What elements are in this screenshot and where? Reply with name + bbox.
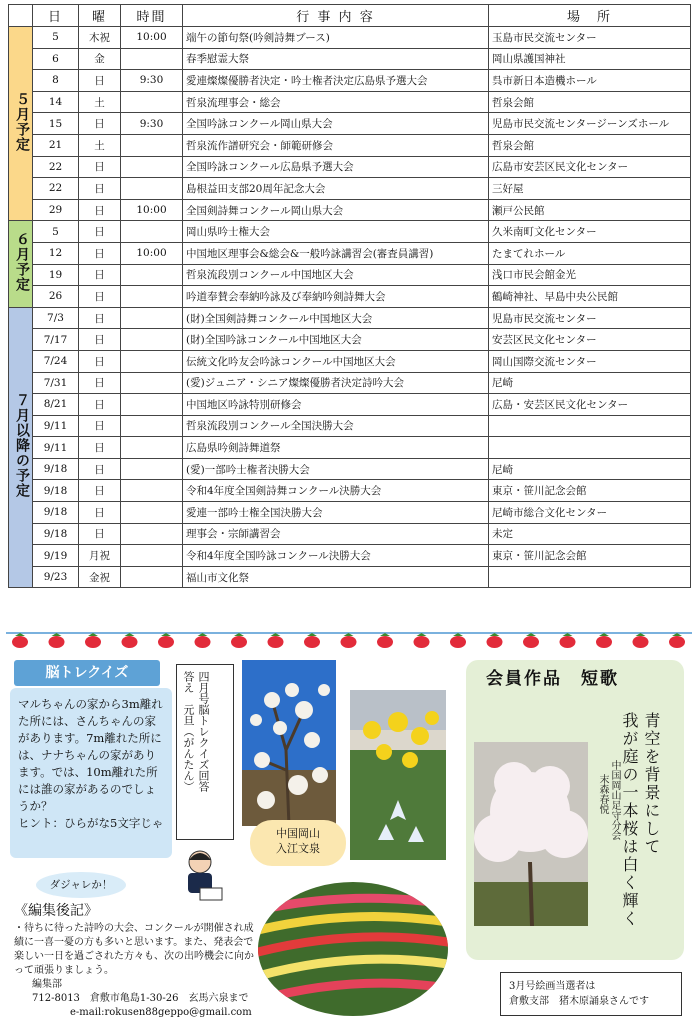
table-row (9, 199, 691, 221)
cell-place: 哲泉会館 (489, 91, 691, 113)
cell-event: 哲泉流理事会・総会 (183, 91, 489, 113)
cell-time (121, 134, 183, 156)
cell-event: (愛)一部吟士権者決勝大会 (183, 458, 489, 480)
cell-day: 9/19 (33, 545, 79, 567)
daffodil-photo (350, 690, 446, 860)
cell-place: 岡山国際交流センター (489, 350, 691, 372)
table-row (9, 113, 691, 135)
cherry-tree-photo (474, 742, 588, 926)
strawberry-icon (596, 633, 612, 648)
cell-weekday: 日 (79, 502, 121, 524)
table-row (9, 221, 691, 243)
cell-time (121, 480, 183, 502)
table-row (9, 178, 691, 200)
cell-event: 愛連一部吟士権全国決勝大会 (183, 502, 489, 524)
quiz-question: マルちゃんの家から3m離れた所には、さんちゃんの家があります。7m離れた所には、ナナちゃんの家があります。では、10m離れた所には誰の家があるのでしょうか？ (18, 697, 163, 813)
cell-event: 吟道奉賛会奉納吟詠及び奉納吟剣詩舞大会 (183, 286, 489, 308)
cell-place: 尼崎市総合文化センター (489, 502, 691, 524)
header-place: 場 所 (489, 5, 691, 27)
cell-time (121, 329, 183, 351)
cell-day: 9/18 (33, 458, 79, 480)
quiz-hint: ヒント：ひらがな5文字じゃ (18, 816, 164, 830)
strawberry-icon (85, 633, 101, 648)
answer-text: 答え 元旦（がんたん） (182, 671, 195, 792)
cell-day: 7/17 (33, 329, 79, 351)
strawberry-icon (12, 633, 28, 648)
cell-day: 7/3 (33, 307, 79, 329)
strawberry-icon (414, 633, 430, 648)
cell-day: 8 (33, 70, 79, 92)
cell-weekday: 金祝 (79, 566, 121, 588)
cell-weekday: 日 (79, 178, 121, 200)
section-label-text: ６月予定 (14, 232, 30, 293)
cell-event: 理事会・宗師講習会 (183, 523, 489, 545)
cell-time (121, 415, 183, 437)
cell-place: 安芸区民文化センター (489, 329, 691, 351)
cell-place: 浅口市民会館金光 (489, 264, 691, 286)
cell-time (121, 264, 183, 286)
strawberry-icon (523, 633, 539, 648)
cell-time (121, 91, 183, 113)
cell-day: 9/18 (33, 480, 79, 502)
cell-day: 22 (33, 178, 79, 200)
cell-day: 5 (33, 221, 79, 243)
cell-event: 広島県吟剣詩舞道祭 (183, 437, 489, 459)
cell-weekday: 日 (79, 437, 121, 459)
cell-day: 19 (33, 264, 79, 286)
cell-time (121, 458, 183, 480)
cell-event: 中国地区吟詠特別研修会 (183, 394, 489, 416)
cell-event: 令和4年度全国吟詠コンクール決勝大会 (183, 545, 489, 567)
cell-time: 10:00 (121, 27, 183, 49)
cell-day: 9/18 (33, 523, 79, 545)
cell-day: 14 (33, 91, 79, 113)
table-row (9, 350, 691, 372)
tanka-author-name: 末森春悦 (597, 774, 608, 814)
tanka-author-branch: 中国岡山足守分会 (609, 760, 620, 840)
cell-event: 全国吟詠コンクール岡山県大会 (183, 113, 489, 135)
cell-weekday: 金 (79, 48, 121, 70)
cell-event: 全国剣詩舞コンクール岡山県大会 (183, 199, 489, 221)
strawberry-icon (268, 633, 284, 648)
table-row (9, 156, 691, 178)
cell-day: 29 (33, 199, 79, 221)
cell-weekday: 木祝 (79, 27, 121, 49)
cell-place: 三好屋 (489, 178, 691, 200)
cell-place: 久米南町文化センター (489, 221, 691, 243)
writing-person-illustration (170, 846, 230, 906)
cell-time (121, 350, 183, 372)
cell-weekday: 日 (79, 70, 121, 92)
cell-time: 10:00 (121, 199, 183, 221)
cell-event: (財)全国吟詠コンクール中国地区大会 (183, 329, 489, 351)
cell-place: 児島市民交流センタージーンズホール (489, 113, 691, 135)
cell-place: 尼崎 (489, 372, 691, 394)
cell-event: 春季慰霊大祭 (183, 48, 489, 70)
quiz-question-box (10, 688, 172, 858)
table-row (9, 566, 691, 588)
cell-weekday: 日 (79, 113, 121, 135)
table-row (9, 264, 691, 286)
tanka-line-2: 我が庭の一本桜は白く輝く (620, 712, 639, 928)
cell-event: 福山市文化祭 (183, 566, 489, 588)
afterword-body: ・待ちに待った詩吟の大会、コンクールが開催され成績に一喜一憂の方も多いと思います。また、発表会で楽しい一日を過ごされた方々も、次の出吟機会に向かって頑張りましょう。 (14, 923, 254, 976)
cell-day: 22 (33, 156, 79, 178)
cell-time (121, 221, 183, 243)
header-day: 日 (33, 5, 79, 27)
schedule-table (8, 4, 691, 588)
cell-event: 令和4年度全国剣詩舞コンクール決勝大会 (183, 480, 489, 502)
afterword-email: e-mail:rokusen88geppo@gmail.com (70, 1007, 252, 1018)
tanka-author (596, 760, 620, 940)
section-header-cell (9, 5, 33, 27)
prize-winner-box (500, 972, 682, 1016)
cell-weekday: 日 (79, 221, 121, 243)
strawberry-icon (49, 633, 65, 648)
editor-afterword (14, 904, 254, 1020)
cell-event: 哲泉流段別コンクール中国地区大会 (183, 264, 489, 286)
cell-weekday: 土 (79, 91, 121, 113)
cell-place: 広島・安芸区民文化センター (489, 394, 691, 416)
afterword-dept: 編集部 (32, 979, 62, 990)
strawberry-icon (487, 633, 503, 648)
table-row (9, 242, 691, 264)
strawberry-icon (669, 633, 685, 648)
afterword-address: 712-8013 倉敷市亀島1-30-26 玄馬六泉まで (32, 993, 249, 1004)
table-row (9, 415, 691, 437)
cell-event: (愛)ジュニア・シニア燦燦優勝者決定詩吟大会 (183, 372, 489, 394)
strawberry-icon (231, 633, 247, 648)
cell-day: 7/31 (33, 372, 79, 394)
cell-weekday: 日 (79, 264, 121, 286)
cell-time (121, 566, 183, 588)
table-row (9, 91, 691, 113)
table-row (9, 458, 691, 480)
cell-weekday: 日 (79, 480, 121, 502)
header-event: 行 事 内 容 (183, 5, 489, 27)
cell-place (489, 415, 691, 437)
cell-event: 哲泉流段別コンクール全国決勝大会 (183, 415, 489, 437)
cell-place (489, 566, 691, 588)
section-label (9, 307, 33, 588)
cell-time (121, 48, 183, 70)
cell-place: 岡山県護国神社 (489, 48, 691, 70)
cell-time (121, 437, 183, 459)
caption-name: 入江文泉 (276, 842, 320, 855)
tanka-poem (618, 712, 662, 942)
cell-day: 9/11 (33, 415, 79, 437)
cell-event: 全国吟詠コンクール広島県予選大会 (183, 156, 489, 178)
quiz-title: 脳トレクイズ (14, 660, 160, 686)
header-weekday: 曜 (79, 5, 121, 27)
strawberry-icon (377, 633, 393, 648)
cell-place: 広島市安芸区民文化センター (489, 156, 691, 178)
dajare-bubble: ダジャレか！ (36, 872, 126, 898)
tanka-line-1: 青空を背景にして (642, 712, 661, 856)
table-row (9, 48, 691, 70)
table-row (9, 329, 691, 351)
cell-weekday: 日 (79, 199, 121, 221)
strawberry-icon (560, 633, 576, 648)
cell-day: 6 (33, 48, 79, 70)
section-label-text: ７月以降の予定 (14, 393, 30, 499)
cell-place (489, 437, 691, 459)
cell-weekday: 日 (79, 156, 121, 178)
cell-time (121, 156, 183, 178)
cell-event: 端午の節句祭(吟剣詩舞ブース) (183, 27, 489, 49)
strawberry-icon (341, 633, 357, 648)
section-label (9, 221, 33, 307)
table-row (9, 307, 691, 329)
cell-day: 9/11 (33, 437, 79, 459)
table-header-row (9, 5, 691, 27)
caption-place: 中国岡山 (276, 827, 320, 840)
cell-day: 5 (33, 27, 79, 49)
strawberry-icon (450, 633, 466, 648)
cell-place: 児島市民交流センター (489, 307, 691, 329)
cell-time (121, 372, 183, 394)
afterword-title: 《編集後記》 (14, 903, 98, 919)
cell-weekday: 日 (79, 350, 121, 372)
cell-place: 東京・笹川記念会館 (489, 545, 691, 567)
cell-time (121, 394, 183, 416)
cell-weekday: 日 (79, 458, 121, 480)
table-row (9, 545, 691, 567)
cell-weekday: 日 (79, 394, 121, 416)
cell-place: 東京・笹川記念会館 (489, 480, 691, 502)
table-row (9, 27, 691, 49)
cell-weekday: 日 (79, 372, 121, 394)
cell-event: 伝統文化吟友会吟詠コンクール中国地区大会 (183, 350, 489, 372)
cell-event: 島根益田支部20周年記念大会 (183, 178, 489, 200)
magnolia-photo (242, 660, 336, 826)
table-row (9, 480, 691, 502)
cell-place: 鶴崎神社、早島中央公民館 (489, 286, 691, 308)
cell-time: 9:30 (121, 113, 183, 135)
cell-time (121, 178, 183, 200)
table-row (9, 523, 691, 545)
cell-time (121, 545, 183, 567)
tulip-photo (258, 882, 448, 1016)
section-label-text: ５月予定 (14, 91, 30, 152)
cell-time: 9:30 (121, 70, 183, 92)
table-row (9, 437, 691, 459)
cell-weekday: 月祝 (79, 545, 121, 567)
cell-place: 哲泉会館 (489, 134, 691, 156)
cell-place: 瀬戸公民館 (489, 199, 691, 221)
cell-event: 中国地区理事会&総会&一般吟詠講習会(審査員講習) (183, 242, 489, 264)
cell-event: (財)全国剣詩舞コンクール中国地区大会 (183, 307, 489, 329)
answer-heading: 四月号脳トレクイズ回答 (197, 671, 210, 792)
table-row (9, 70, 691, 92)
table-row (9, 372, 691, 394)
strawberry-icon (633, 633, 649, 648)
cell-event: 哲泉流作譜研究会・師範研修会 (183, 134, 489, 156)
table-row (9, 394, 691, 416)
header-time: 時間 (121, 5, 183, 27)
cell-weekday: 日 (79, 307, 121, 329)
strawberry-icon (304, 633, 320, 648)
photo-caption (250, 820, 346, 866)
cell-time (121, 502, 183, 524)
cell-weekday: 日 (79, 329, 121, 351)
cell-place: たまてれホール (489, 242, 691, 264)
quiz-answer-box (176, 664, 234, 840)
cell-place: 呉市新日本造機ホール (489, 70, 691, 92)
cell-day: 26 (33, 286, 79, 308)
cell-day: 7/24 (33, 350, 79, 372)
cell-event: 愛連燦燦優勝者決定・吟士権者決定広島県予選大会 (183, 70, 489, 92)
strawberry-icon (158, 633, 174, 648)
cell-weekday: 日 (79, 286, 121, 308)
cell-weekday: 日 (79, 415, 121, 437)
cell-weekday: 土 (79, 134, 121, 156)
winner-line-1: 3月号絵画当選者は (509, 981, 596, 992)
winner-line-2: 倉敷支部 猪木原誦泉さんです (509, 996, 649, 1007)
cell-day: 8/21 (33, 394, 79, 416)
cell-weekday: 日 (79, 242, 121, 264)
cell-day: 15 (33, 113, 79, 135)
tanka-title: 会員作品 短歌 (486, 669, 619, 689)
cell-event: 岡山県吟士権大会 (183, 221, 489, 243)
cell-time (121, 307, 183, 329)
cell-day: 9/23 (33, 566, 79, 588)
cell-place: 玉島市民交流センター (489, 27, 691, 49)
schedule-body (9, 27, 691, 588)
cell-day: 12 (33, 242, 79, 264)
cell-time: 10:00 (121, 242, 183, 264)
cell-day: 21 (33, 134, 79, 156)
cell-time (121, 523, 183, 545)
table-row (9, 502, 691, 524)
cell-time (121, 286, 183, 308)
table-row (9, 134, 691, 156)
cell-day: 9/18 (33, 502, 79, 524)
strawberry-divider (6, 630, 692, 650)
cell-place: 未定 (489, 523, 691, 545)
cell-place: 尼崎 (489, 458, 691, 480)
strawberry-icon (122, 633, 138, 648)
table-row (9, 286, 691, 308)
cell-weekday: 日 (79, 523, 121, 545)
section-label (9, 27, 33, 221)
strawberry-icon (195, 633, 211, 648)
